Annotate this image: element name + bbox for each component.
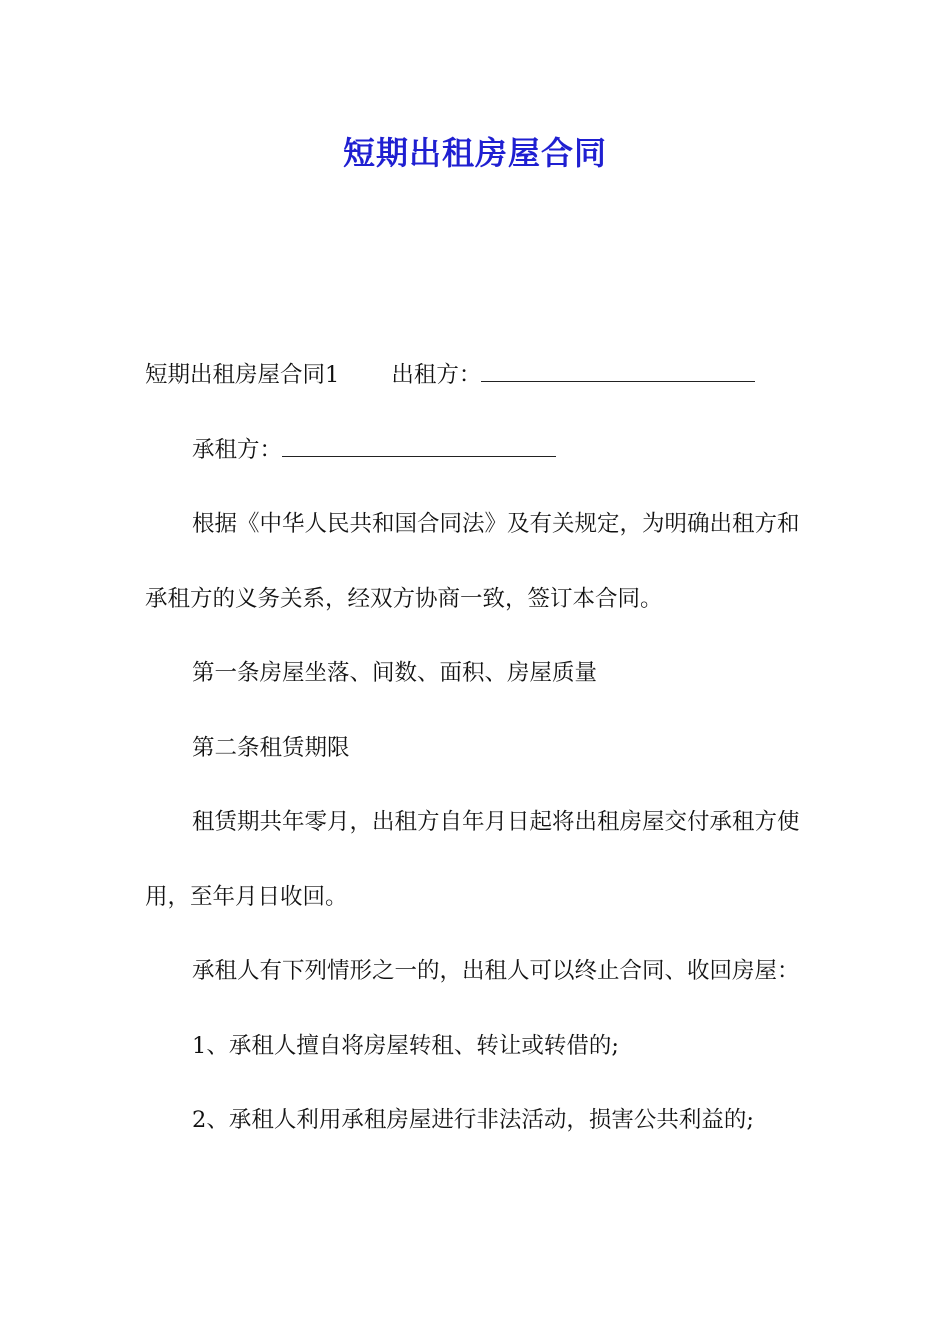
lessee-label: 承租方： — [192, 436, 283, 463]
paragraph-article-1: 第一条房屋坐落、间数、面积、房屋质量 — [192, 660, 598, 686]
paragraph-article-2: 第二条租赁期限 — [192, 734, 350, 761]
lessee-blank-line — [282, 436, 556, 457]
paragraph-lease-term: 租赁期共年零月，出租方自年月日起将出租房屋交付承租方使用，至年月日收回。 — [145, 809, 800, 910]
paragraph-preamble: 根据《中华人民共和国合同法》及有关规定，为明确出租方和承租方的义务关系，经双方协商一致，签订本合同。 — [145, 511, 800, 612]
paragraph-condition-2: 2、承租人利用承租房屋进行非法活动，损害公共利益的; — [192, 1107, 754, 1133]
paragraph-condition-1: 1、承租人擅自将房屋转租、转让或转借的; — [192, 1032, 619, 1059]
lessor-blank-line — [481, 361, 755, 382]
lessor-label: 出租方： — [391, 362, 482, 388]
contract-label: 短期出租房屋合同1 — [145, 362, 340, 388]
document-body — [145, 338, 810, 1158]
parties-line-lessee — [145, 413, 810, 488]
parties-line-lessor — [145, 338, 810, 413]
document-title: 短期出租房屋合同 — [342, 134, 607, 172]
paragraph-termination-conditions: 承租人有下列情形之一的，出租人可以终止合同、收回房屋： — [192, 958, 800, 984]
